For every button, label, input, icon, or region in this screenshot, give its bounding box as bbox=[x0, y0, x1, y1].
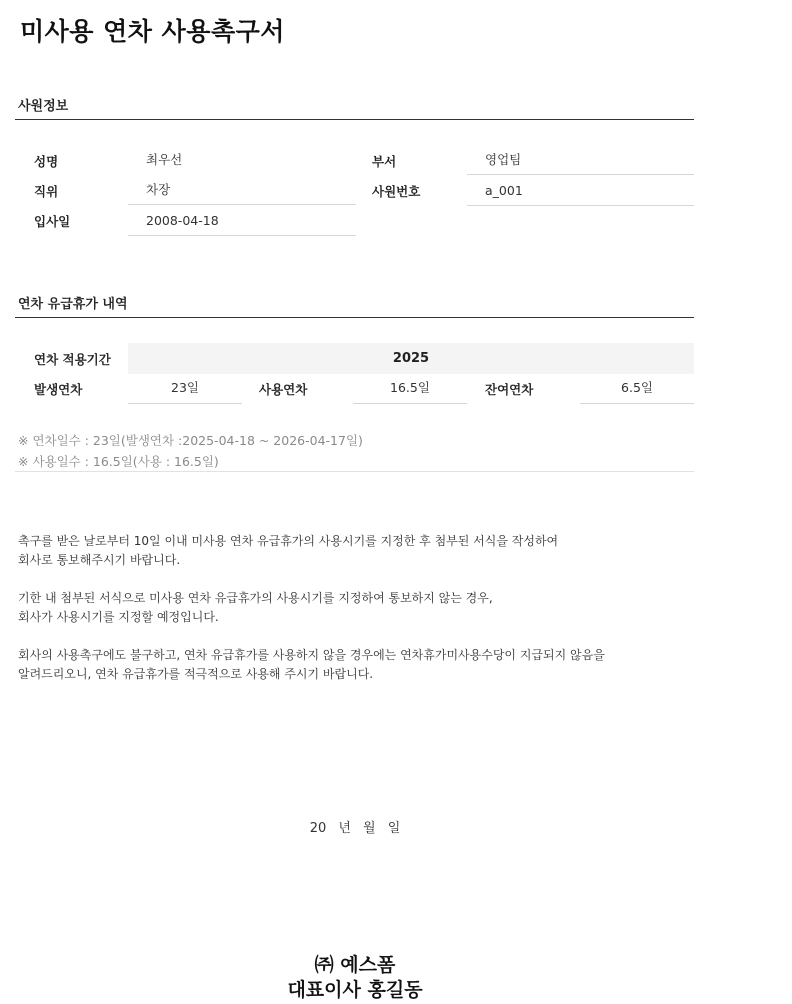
paragraph-deadline-line2: 회사로 통보해주시기 바랍니다. bbox=[18, 553, 181, 567]
employee-section-divider bbox=[15, 119, 694, 120]
position-value: 차장 bbox=[128, 175, 356, 205]
paragraph-allowance-notice-line1: 회사의 사용촉구에도 불구하고, 연차 유급휴가를 사용하지 않을 경우에는 연차휴가미사용수당이 지급되지 않음을 bbox=[18, 648, 605, 662]
period-label: 연차 적용기간 bbox=[34, 352, 111, 367]
remaining-leave-label: 잔여연차 bbox=[485, 382, 534, 397]
paragraph-company-designation-line2: 회사가 사용시기를 지정할 예정입니다. bbox=[18, 610, 219, 624]
paragraph-company-designation-line1: 기한 내 첨부된 서식으로 미사용 연차 유급휴가의 사용시기를 지정하여 통보하지 않는 경우, bbox=[18, 591, 493, 605]
leave-days-note: ※ 연차일수 : 23일(발생연차 :2025-04-18 ~ 2026-04-17일) bbox=[18, 433, 363, 448]
granted-leave-label: 발생연차 bbox=[34, 382, 83, 397]
name-value: 최우선 bbox=[146, 152, 183, 167]
department-value: 영업팀 bbox=[467, 145, 694, 175]
employee-section-title: 사원정보 bbox=[18, 99, 69, 114]
used-leave-label: 사용연차 bbox=[259, 382, 308, 397]
paragraph-deadline bbox=[18, 532, 698, 570]
leave-section-title: 연차 유급휴가 내역 bbox=[18, 297, 128, 312]
company-name: ㈜ 예스폼 bbox=[314, 954, 396, 976]
used-days-note: ※ 사용일수 : 16.5일(사용 : 16.5일) bbox=[18, 454, 219, 469]
period-value: 2025 bbox=[128, 343, 694, 374]
ceo-name: 대표이사 홍길동 bbox=[287, 979, 423, 1001]
notes-divider bbox=[15, 471, 694, 472]
employee-number-value: a_001 bbox=[467, 176, 694, 206]
hire-date-value: 2008-04-18 bbox=[128, 206, 356, 236]
used-leave-value: 16.5일 bbox=[353, 374, 467, 404]
employee-number-label: 사원번호 bbox=[372, 184, 421, 199]
name-label: 성명 bbox=[34, 154, 59, 169]
position-label: 직위 bbox=[34, 184, 59, 199]
leave-section-divider bbox=[15, 317, 694, 318]
document-title: 미사용 연차 사용촉구서 bbox=[20, 17, 285, 46]
date-line: 20 년 월 일 bbox=[309, 821, 401, 836]
remaining-leave-value: 6.5일 bbox=[580, 374, 694, 404]
paragraph-company-designation bbox=[18, 589, 698, 627]
hire-date-label: 입사일 bbox=[34, 214, 71, 229]
paragraph-allowance-notice-line2: 알려드리오니, 연차 유급휴가를 적극적으로 사용해 주시기 바랍니다. bbox=[18, 667, 374, 681]
paragraph-deadline-line1: 촉구를 받은 날로부터 10일 이내 미사용 연차 유급휴가의 사용시기를 지정한 후 첨부된 서식을 작성하여 bbox=[18, 534, 559, 548]
paragraph-allowance-notice bbox=[18, 646, 698, 684]
granted-leave-value: 23일 bbox=[128, 374, 242, 404]
department-label: 부서 bbox=[372, 154, 397, 169]
